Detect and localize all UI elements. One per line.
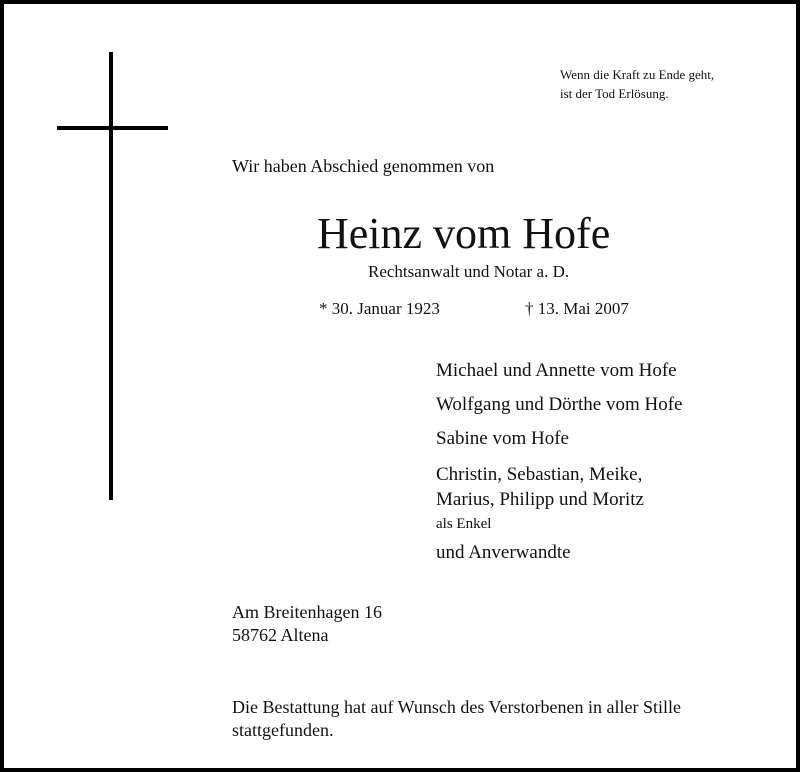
quote-line: ist der Tod Erlösung. bbox=[560, 86, 669, 101]
death-date: † 13. Mai 2007 bbox=[525, 299, 629, 318]
deceased-title: Rechtsanwalt und Notar a. D. bbox=[368, 262, 570, 281]
quote-line: Wenn die Kraft zu Ende geht, bbox=[560, 67, 715, 82]
address bbox=[232, 601, 382, 647]
relatives-line: und Anverwandte bbox=[436, 542, 571, 563]
cross-icon bbox=[109, 52, 113, 500]
grandchildren-line: Christin, Sebastian, Meike, bbox=[436, 464, 643, 485]
burial-note bbox=[232, 696, 681, 742]
address-line: Am Breitenhagen 16 bbox=[232, 602, 382, 622]
mourner-line: Wolfgang und Dörthe vom Hofe bbox=[436, 394, 683, 415]
cross-icon-bar bbox=[57, 126, 168, 130]
mourner-line: Sabine vom Hofe bbox=[436, 428, 569, 449]
deceased-name: Heinz vom Hofe bbox=[317, 209, 611, 258]
grandchildren-line: Marius, Philipp und Moritz bbox=[436, 489, 644, 510]
memorial-quote bbox=[560, 65, 714, 103]
mourner-line: Michael und Annette vom Hofe bbox=[436, 360, 677, 381]
grandchildren-note: als Enkel bbox=[436, 516, 492, 532]
birth-date: * 30. Januar 1923 bbox=[319, 299, 440, 318]
address-line: 58762 Altena bbox=[232, 625, 329, 645]
burial-note-line: stattgefunden. bbox=[232, 720, 334, 740]
intro-text: Wir haben Abschied genommen von bbox=[232, 156, 495, 176]
burial-note-line: Die Bestattung hat auf Wunsch des Verstorbenen in aller Stille bbox=[232, 697, 682, 717]
